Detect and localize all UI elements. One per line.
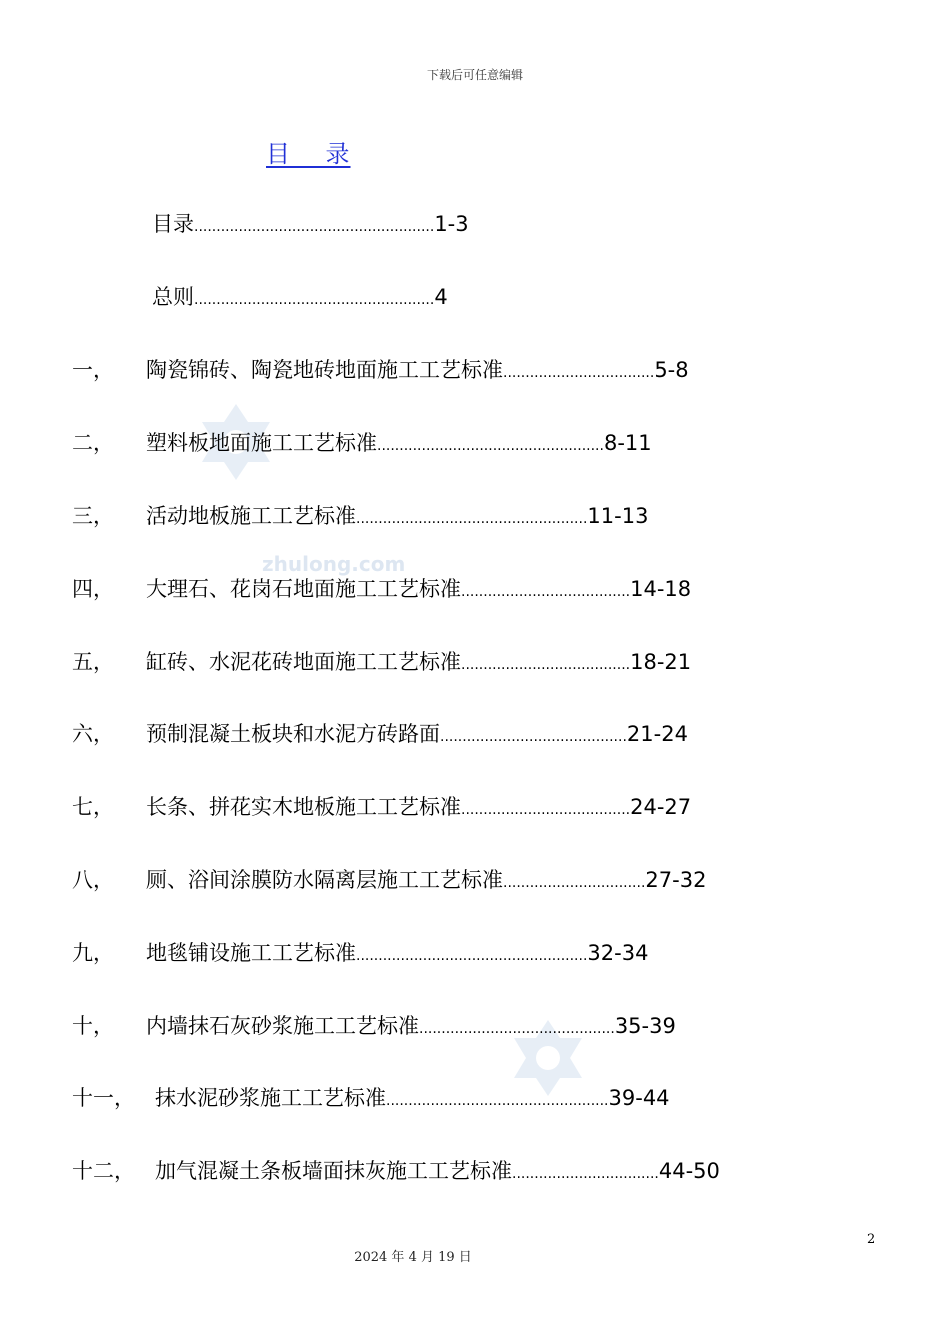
toc-entry-label: 加气混凝土条板墙面抹灰施工工艺标准 bbox=[155, 1159, 512, 1183]
toc-entry-pages: 32-34 bbox=[587, 941, 649, 965]
toc-entry-leader: .......................................... bbox=[440, 729, 627, 745]
toc-entry-pages: 8-11 bbox=[603, 431, 652, 455]
toc-entry-number: 五， bbox=[72, 650, 114, 674]
toc-entry-number: 十一， bbox=[72, 1086, 135, 1110]
toc-entry-pages: 18-21 bbox=[630, 650, 692, 674]
toc-entry-number: 六， bbox=[72, 722, 114, 746]
toc-entry-number: 四， bbox=[72, 577, 114, 601]
page-number: 2 bbox=[867, 1232, 876, 1247]
toc-entry-label: 大理石、花岗石地面施工工艺标准 bbox=[146, 577, 461, 601]
toc-entry-number: 九， bbox=[72, 941, 114, 965]
toc-entry-pages: 14-18 bbox=[630, 577, 692, 601]
toc-entry-pages: 4 bbox=[434, 285, 448, 309]
toc-entry-number: 七， bbox=[72, 795, 114, 819]
toc-entry-label: 内墙抹石灰砂浆施工工艺标准 bbox=[146, 1014, 419, 1038]
toc-entry-pages: 39-44 bbox=[608, 1086, 670, 1110]
toc-entry-leader: ...................................... bbox=[461, 802, 631, 818]
toc-entry-label: 长条、拼花实木地板施工工艺标准 bbox=[146, 795, 461, 819]
toc-entry-leader: .................................................... bbox=[356, 511, 588, 527]
toc-entry-number: 二， bbox=[72, 431, 114, 455]
toc-entry-label: 活动地板施工工艺标准 bbox=[146, 504, 356, 528]
toc-entry-pages: 11-13 bbox=[587, 504, 649, 528]
toc-entry-pages: 35-39 bbox=[614, 1014, 676, 1038]
toc-entry-number: 三， bbox=[72, 504, 114, 528]
toc-entry-label: 目录 bbox=[152, 212, 194, 236]
toc-entry-label: 地毯铺设施工工艺标准 bbox=[146, 941, 356, 965]
toc-entry-label: 预制混凝土板块和水泥方砖路面 bbox=[146, 722, 440, 746]
toc-entry-leader: .................................................... bbox=[356, 948, 588, 964]
toc-entry-leader: ................................ bbox=[503, 875, 646, 891]
watermark-text: zhulong.com bbox=[262, 552, 406, 576]
toc-entry-leader: ............................................ bbox=[419, 1021, 615, 1037]
header-note: 下载后可任意编辑 bbox=[426, 68, 523, 82]
toc-entry-leader: .................................................. bbox=[386, 1093, 609, 1109]
toc-entry-label: 陶瓷锦砖、陶瓷地砖地面施工工艺标准 bbox=[146, 358, 503, 382]
toc-entry-pages: 44-50 bbox=[658, 1159, 720, 1183]
toc-entry-number: 八， bbox=[72, 868, 114, 892]
page-title: 目 录 bbox=[266, 140, 351, 168]
toc-entry-pages: 27-32 bbox=[645, 868, 707, 892]
toc-entry-label: 总则 bbox=[152, 285, 194, 309]
toc-entry-leader: ...................................... bbox=[461, 657, 631, 673]
toc-entry-leader: ...................................................... bbox=[194, 292, 435, 308]
toc-entry-leader: ...................................... bbox=[461, 584, 631, 600]
toc-entry-number: 一， bbox=[72, 358, 114, 382]
toc-entry-label: 缸砖、水泥花砖地面施工工艺标准 bbox=[146, 650, 461, 674]
footer-date: 2024 年 4 月 19 日 bbox=[354, 1250, 472, 1265]
toc-entry-leader: ................................. bbox=[512, 1166, 659, 1182]
toc-entry-leader: ................................................... bbox=[377, 438, 604, 454]
toc-entry-label: 塑料板地面施工工艺标准 bbox=[146, 431, 377, 455]
toc-entry-pages: 5-8 bbox=[654, 358, 689, 382]
toc-entry-label: 抹水泥砂浆施工工艺标准 bbox=[155, 1086, 386, 1110]
toc-entry-pages: 24-27 bbox=[630, 795, 692, 819]
toc-entry-leader: ...................................................... bbox=[194, 219, 435, 235]
toc-entry-pages: 21-24 bbox=[626, 722, 688, 746]
toc-entry-number: 十， bbox=[72, 1014, 114, 1038]
toc-entry-leader: .................................. bbox=[503, 365, 655, 381]
toc-entry-pages: 1-3 bbox=[434, 212, 469, 236]
toc-entry-number: 十二， bbox=[72, 1159, 135, 1183]
toc-entry-label: 厕、浴间涂膜防水隔离层施工工艺标准 bbox=[146, 868, 503, 892]
